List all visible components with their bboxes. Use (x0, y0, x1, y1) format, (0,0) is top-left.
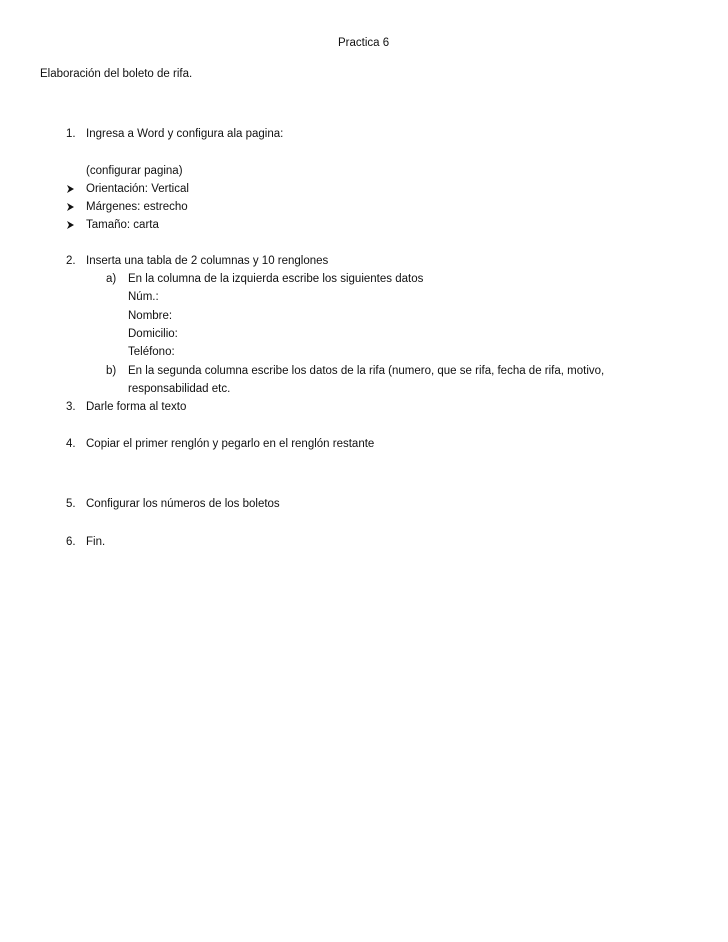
step-3-text: Darle forma al texto (86, 401, 187, 413)
step-1-text: Ingresa a Word y configura ala pagina: (86, 128, 284, 140)
step-2-text: Inserta una tabla de 2 columnas y 10 renglones (86, 255, 329, 267)
step-4-number: 4. (66, 438, 76, 450)
field-domicilio: Domicilio: (128, 328, 178, 340)
substep-a-text: En la columna de la izquierda escribe los siguientes datos (128, 273, 424, 285)
step-4-text: Copiar el primer renglón y pegarlo en el renglón restante (86, 438, 375, 450)
bullet-size: Tamaño: carta (86, 219, 159, 231)
arrowhead-bullet-icon (66, 200, 78, 214)
bullet-orientation: Orientación: Vertical (86, 183, 189, 195)
step-6-number: 6. (66, 536, 76, 548)
substep-b-marker: b) (106, 365, 117, 377)
page-title: Practica 6 (338, 37, 390, 49)
substep-a-marker: a) (106, 273, 117, 285)
step-3-number: 3. (66, 401, 76, 413)
arrowhead-bullet-icon (66, 218, 78, 232)
field-num: Núm.: (128, 291, 159, 303)
document-subtitle: Elaboración del boleto de rifa. (40, 68, 193, 80)
bullet-margins: Márgenes: estrecho (86, 201, 188, 213)
step-1-number: 1. (66, 128, 76, 140)
step-6-text: Fin. (86, 536, 106, 548)
substep-b-continuation: responsabilidad etc. (128, 383, 231, 395)
field-nombre: Nombre: (128, 310, 173, 322)
step-1-note: (configurar pagina) (86, 165, 183, 177)
step-5-number: 5. (66, 498, 76, 510)
field-telefono: Teléfono: (128, 346, 175, 358)
step-5-text: Configurar los números de los boletos (86, 498, 280, 510)
substep-b-text: En la segunda columna escribe los datos de la rifa (numero, que se rifa, fecha de rifa, motivo, (128, 365, 605, 377)
arrowhead-bullet-icon (66, 182, 78, 196)
step-2-number: 2. (66, 255, 76, 267)
